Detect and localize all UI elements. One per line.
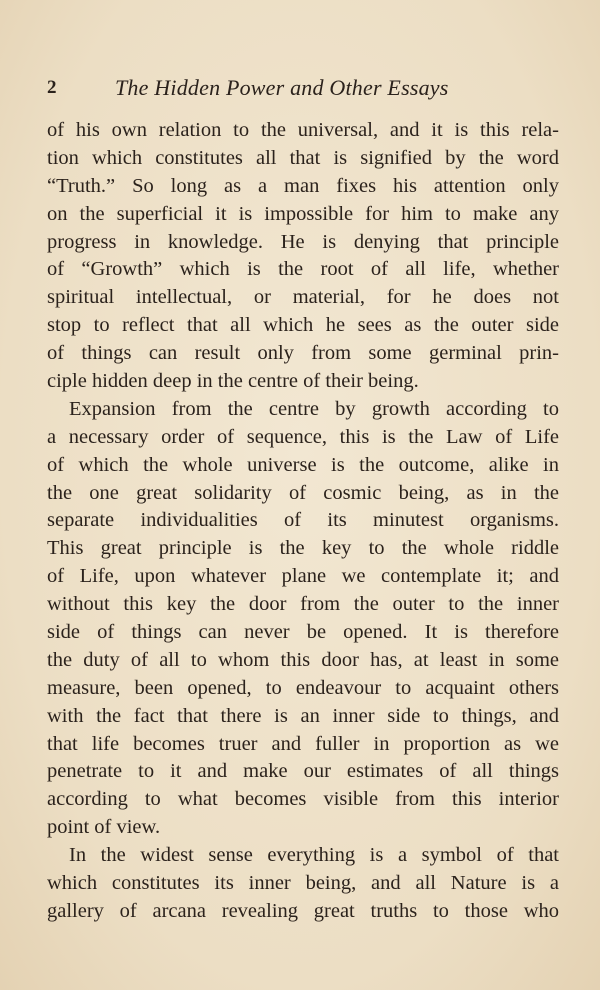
text-line: spiritual intellectual, or material, for he does not bbox=[47, 286, 559, 309]
text-line: measure, been opened, to endeavour to acquaint others bbox=[47, 676, 559, 699]
running-title: The Hidden Power and Other Essays bbox=[115, 75, 449, 100]
text-line: with the fact that there is an inner side to things, and bbox=[47, 704, 559, 727]
paragraph bbox=[47, 117, 559, 396]
text-line: the duty of all to whom this door has, at least in some bbox=[47, 648, 559, 671]
text-line: according to what becomes visible from this interior bbox=[47, 788, 559, 811]
text-line: of his own relation to the universal, and it is this rela- bbox=[47, 119, 559, 141]
running-header bbox=[47, 72, 507, 104]
text-line: progress in knowledge. He is denying that principle bbox=[47, 230, 559, 253]
text-line: “Truth.” So long as a man fixes his attention only bbox=[47, 174, 559, 197]
text-line: a necessary order of sequence, this is the Law of Life bbox=[47, 425, 559, 448]
text-line: on the superficial it is impossible for him to make any bbox=[47, 202, 559, 225]
text-line: of “Growth” which is the root of all life, whether bbox=[47, 258, 559, 281]
page-number: 2 bbox=[47, 77, 57, 98]
page-body-text bbox=[47, 117, 559, 926]
text-line: that life becomes truer and fuller in proportion as we bbox=[47, 732, 559, 755]
text-line: without this key the door from the outer to the inner bbox=[47, 593, 559, 616]
paragraph bbox=[47, 842, 559, 926]
text-line: ciple hidden deep in the centre of their being. bbox=[47, 370, 419, 393]
text-line: stop to reflect that all which he sees as the outer side bbox=[47, 314, 559, 337]
text-line: which constitutes its inner being, and all Nature is a bbox=[47, 872, 559, 895]
text-line: separate individualities of its minutest organisms. bbox=[47, 509, 559, 532]
text-line: tion which constitutes all that is signified by the word bbox=[47, 146, 559, 169]
text-line: This great principle is the key to the whole riddle bbox=[47, 537, 559, 560]
text-line: gallery of arcana revealing great truths to those who bbox=[47, 899, 559, 922]
text-line: In the widest sense everything is a symbol of that bbox=[69, 844, 559, 867]
text-line: Expansion from the centre by growth according to bbox=[69, 397, 559, 420]
text-line: the one great solidarity of cosmic being, as in the bbox=[47, 481, 559, 504]
text-line: of things can result only from some germinal prin- bbox=[47, 342, 559, 365]
text-line: point of view. bbox=[47, 816, 161, 839]
text-line: of which the whole universe is the outcome, alike in bbox=[47, 453, 559, 476]
text-line: side of things can never be opened. It is therefore bbox=[47, 621, 559, 644]
paragraph bbox=[47, 396, 559, 842]
text-line: of Life, upon whatever plane we contemplate it; and bbox=[47, 565, 559, 588]
text-line: penetrate to it and make our estimates of all things bbox=[47, 760, 559, 783]
